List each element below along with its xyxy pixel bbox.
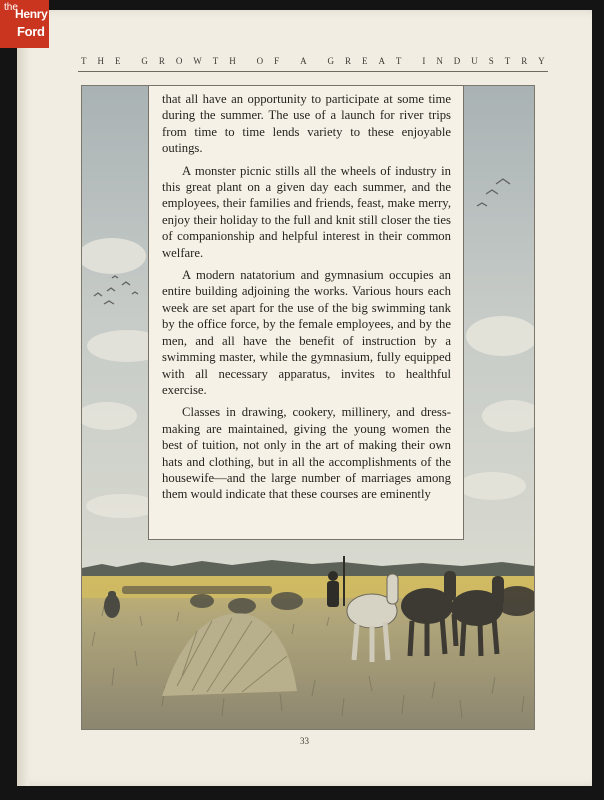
page-gutter <box>17 10 29 786</box>
book-page <box>15 7 592 786</box>
running-head-letter: I <box>422 56 427 66</box>
running-head-letter: A <box>378 56 386 66</box>
running-head-letter: U <box>471 56 479 66</box>
paragraph: A monster picnic stills all the wheels of industry in this great plant on a given day each summer, and the employees, their families and friends, feast, make merry, enjoy their holiday to the full and knit still closer the ties of companionship and helpful interest in their common welfare. <box>162 163 451 260</box>
running-head-letter: S <box>488 56 495 66</box>
running-head-letter: G <box>141 56 149 66</box>
paragraph: Classes in drawing, cookery, millinery, and dress-making are maintained, giving the young women the best of tuition, not only in the art of making their own hats and clothing, but in all the accomplishments of the housewife—and the large number of marriages among them would indicate that these courses are eminently <box>162 405 451 502</box>
running-head-letter: T <box>81 56 88 66</box>
header-rule <box>78 71 548 72</box>
running-head-letter: E <box>361 56 369 66</box>
running-head-letter: R <box>158 56 166 66</box>
henry-ford-logo <box>0 0 49 48</box>
logo-henry: Henry <box>15 7 48 21</box>
running-head-letter: T <box>212 56 220 66</box>
running-head-letter: T <box>504 56 512 66</box>
running-head-letter: T <box>395 56 403 66</box>
logo-ford: Ford <box>17 24 45 39</box>
running-head-letter: R <box>521 56 529 66</box>
running-head-letter: D <box>453 56 462 66</box>
running-head-letter: Y <box>538 56 546 66</box>
running-head-letter: A <box>300 56 308 66</box>
running-head-letter: R <box>345 56 353 66</box>
running-head-letter: O <box>175 56 184 66</box>
running-head-letter: F <box>274 56 281 66</box>
text-panel <box>148 85 464 540</box>
paragraph: A modern natatorium and gymnasium occupies an entire building adjoining the works. Various hours each week are set apart for the use of the big swimming tank by the office force, by the female employees, and by the men, and all have the benefit of instruction by a swimming master, while the gymnasium, fully equipped with all necessary apparatus, invites to healthful exercise. <box>162 268 451 397</box>
running-head-letter: H <box>229 56 237 66</box>
logo-the: the <box>4 2 18 13</box>
page-number: 33 <box>300 736 309 746</box>
running-head-letter: N <box>436 56 444 66</box>
running-head-letter: O <box>256 56 265 66</box>
running-head-letter: G <box>327 56 336 66</box>
paragraph: that all have an opportunity to participate at some time during the summer. The use of a launch for river trips from time to time lends variety to these enjoyable outings. <box>162 92 451 156</box>
running-head-letter: H <box>97 56 105 66</box>
running-head-letter: E <box>114 56 122 66</box>
running-head <box>81 56 546 66</box>
running-head-letter: W <box>193 56 203 66</box>
